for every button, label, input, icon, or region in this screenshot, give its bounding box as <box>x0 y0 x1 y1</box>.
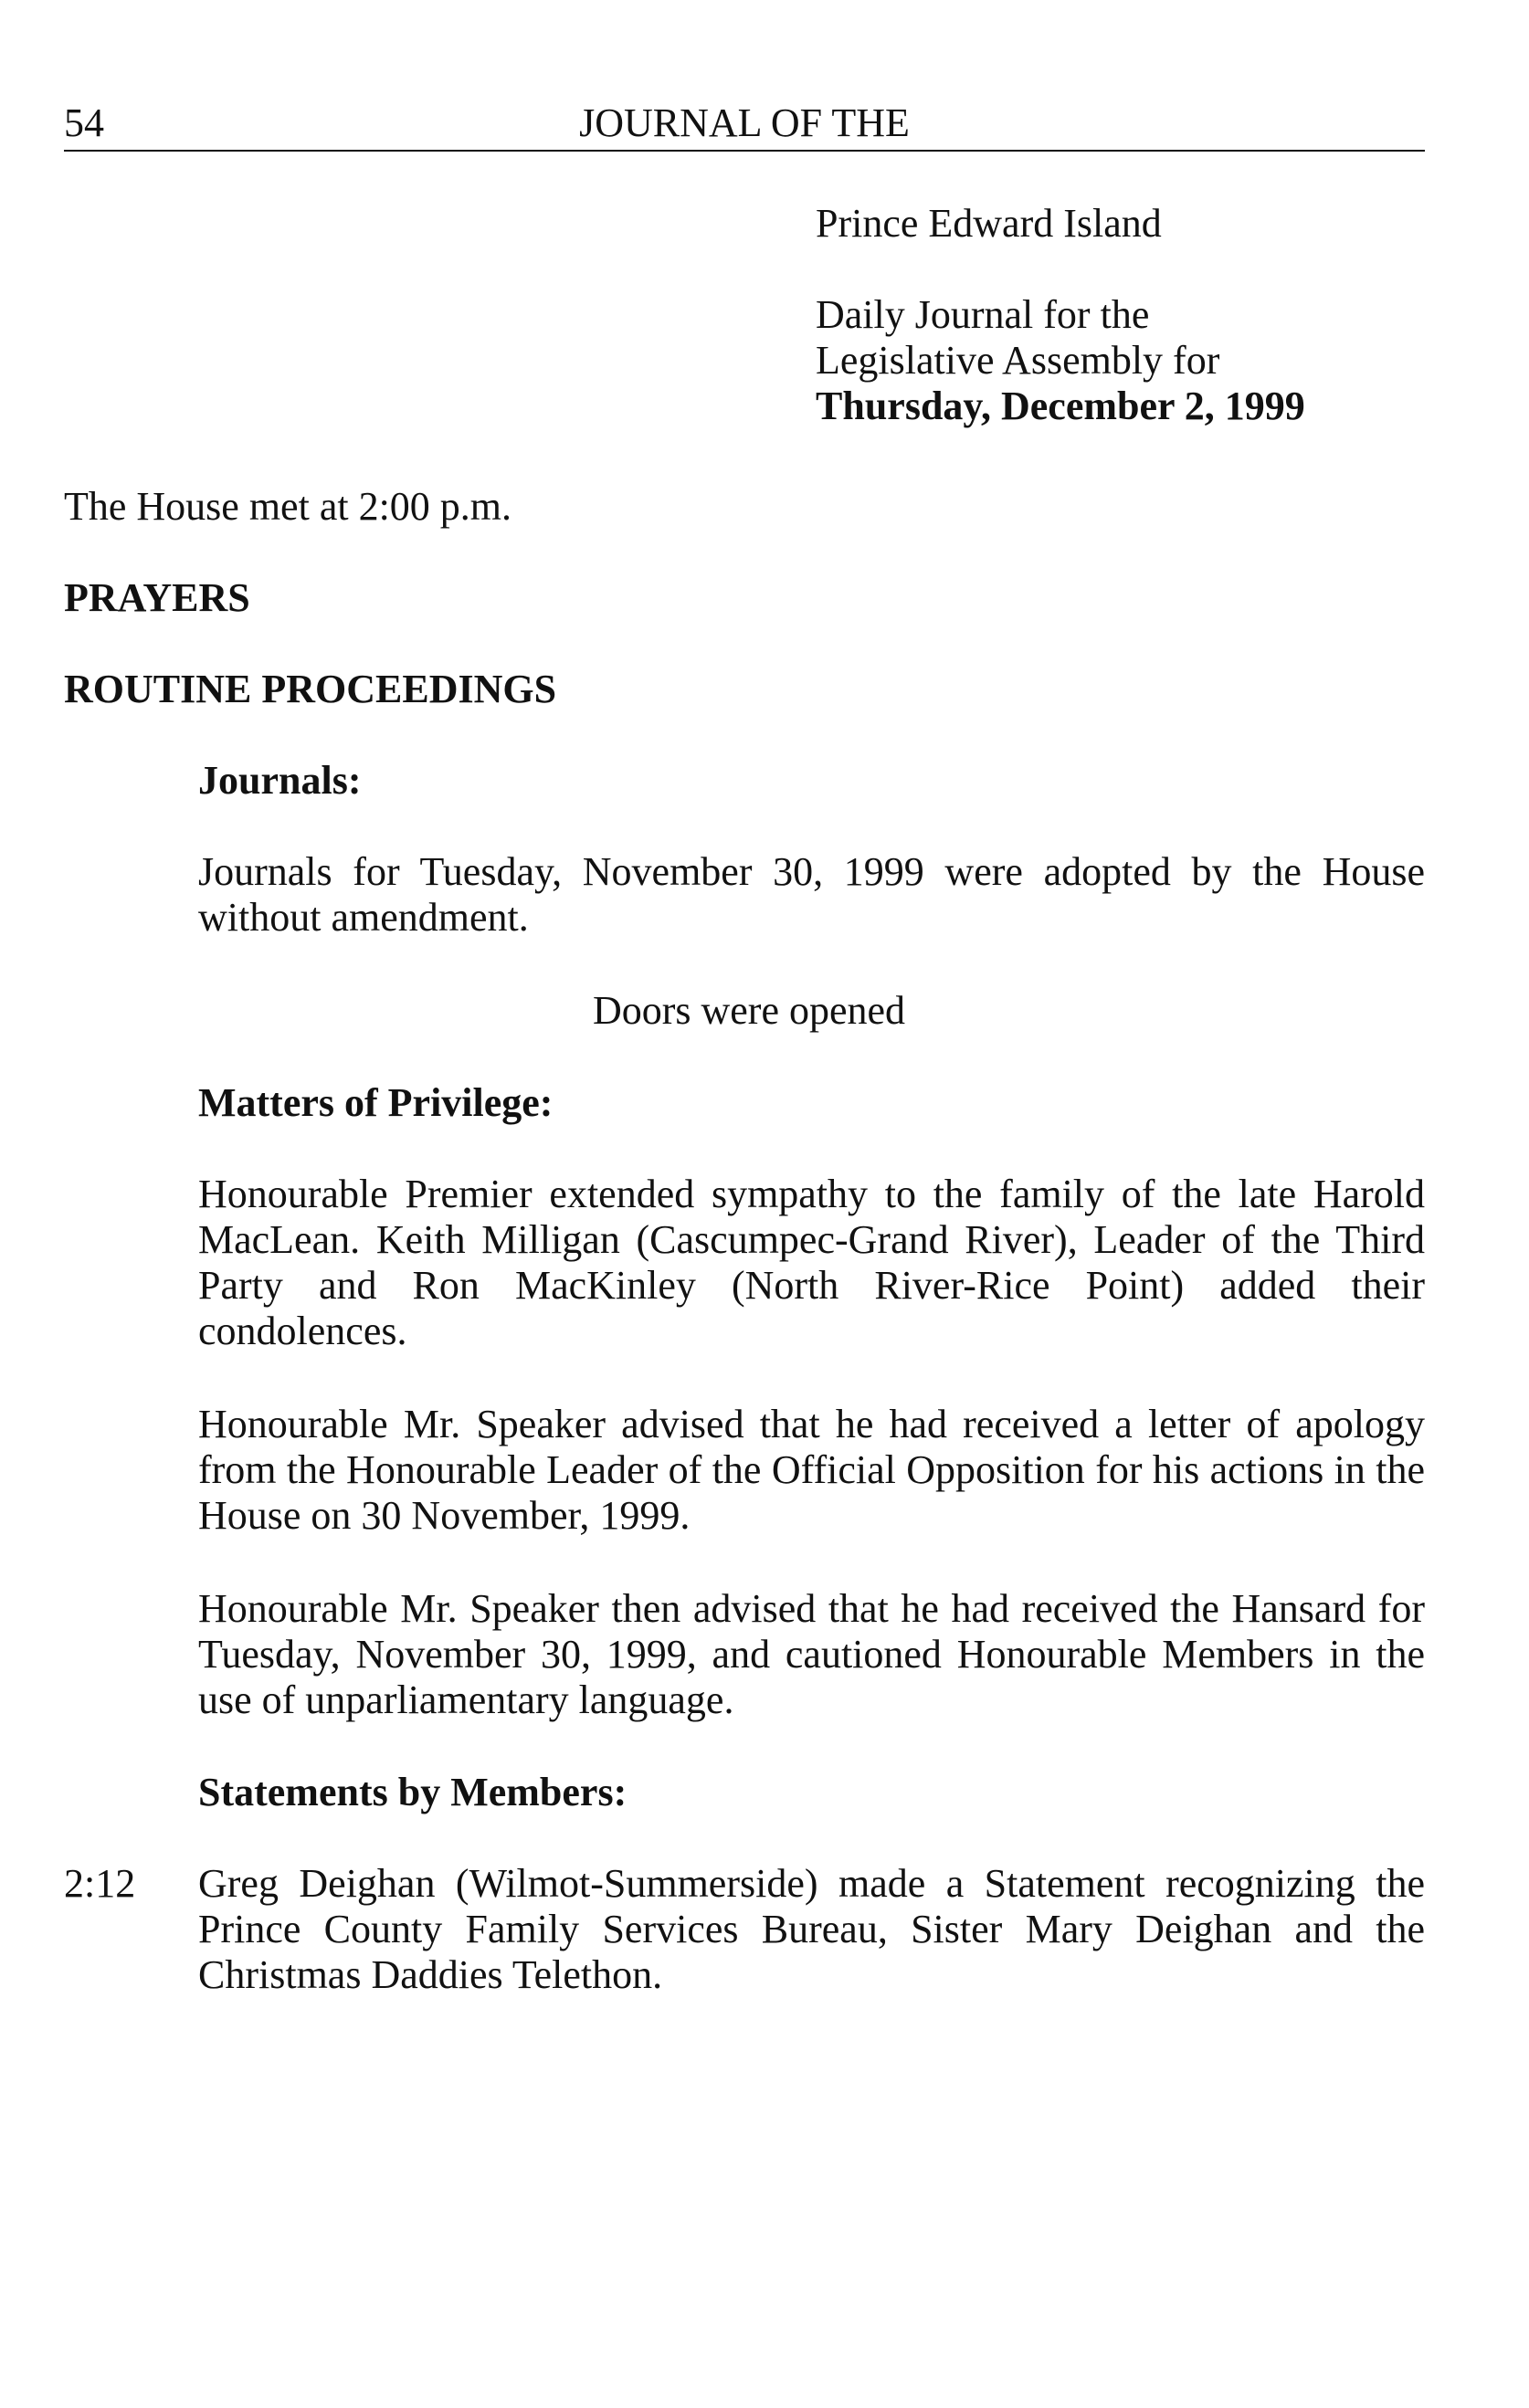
privilege-paragraph-2: Honourable Mr. Speaker advised that he had received a letter of apology from the Honourable Leader of the Official Opposition for his actions in the House on 30 November, 1999. <box>198 1402 1425 1538</box>
running-title: JOURNAL OF THE <box>579 100 910 145</box>
journal-title-line-1: Daily Journal for the <box>816 292 1150 337</box>
prayers-heading: PRAYERS <box>64 575 250 620</box>
statement-paragraph: Greg Deighan (Wilmot-Summerside) made a Statement recognizing the Prince County Family Services Bureau, Sister Mary Deighan and the Christmas Daddies Telethon. <box>198 1861 1425 1997</box>
page-number: 54 <box>64 100 104 145</box>
statement-time: 2:12 <box>64 1861 136 1906</box>
journal-date: Thursday, December 2, 1999 <box>816 384 1305 428</box>
privilege-paragraph-3: Honourable Mr. Speaker then advised that he had received the Hansard for Tuesday, November 30, 1999, and cautioned Honourable Members in the use of unparliamentary language. <box>198 1586 1425 1722</box>
privilege-heading: Matters of Privilege: <box>198 1080 554 1125</box>
masthead <box>816 201 1455 429</box>
running-header <box>64 100 1425 152</box>
journals-paragraph: Journals for Tuesday, November 30, 1999 were adopted by the House without amendment. <box>198 849 1425 940</box>
statements-heading: Statements by Members: <box>198 1770 627 1814</box>
province-name: Prince Edward Island <box>816 201 1162 246</box>
doors-opened-text: Doors were opened <box>592 988 906 1033</box>
privilege-paragraph-1: Honourable Premier extended sympathy to the family of the late Harold MacLean. Keith Milligan (Cascumpec-Grand River), Leader of the Third Party and Ron MacKinley (North River-Rice Point) added their condolences. <box>198 1172 1425 1353</box>
routine-proceedings-heading: ROUTINE PROCEEDINGS <box>64 667 557 711</box>
journals-heading: Journals: <box>198 758 362 803</box>
journal-title-line-2: Legislative Assembly for <box>816 338 1220 383</box>
house-met-text: The House met at 2:00 p.m. <box>64 484 512 529</box>
